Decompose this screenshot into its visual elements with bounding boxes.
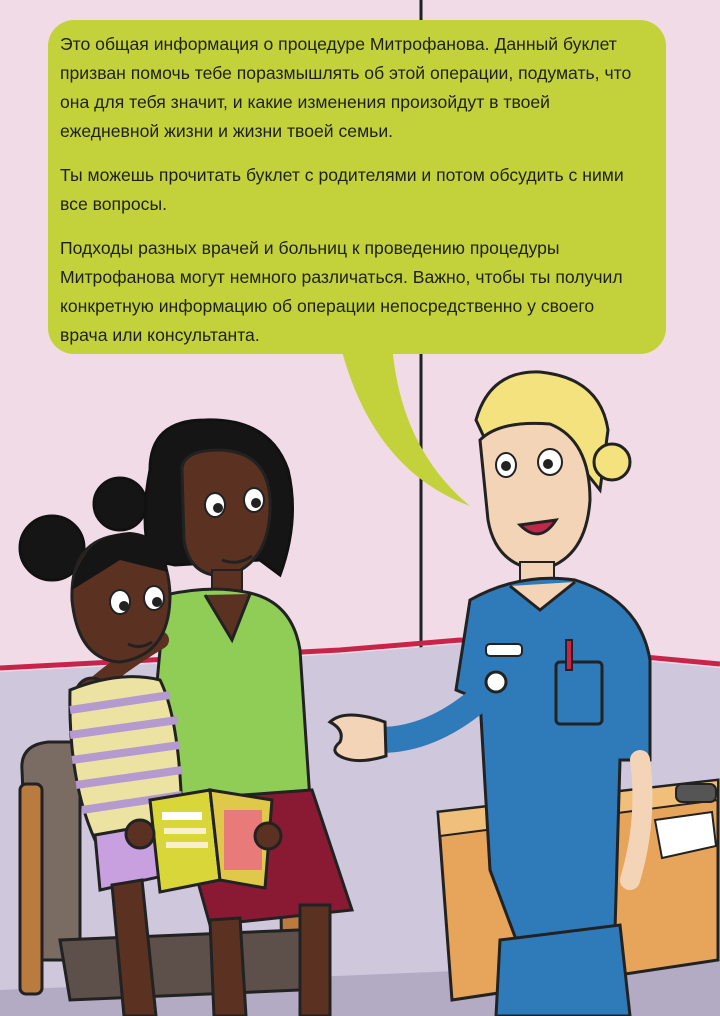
name-badge	[486, 644, 522, 656]
girl-hand	[126, 820, 154, 848]
bubble-paragraph-1: Это общая информация о процедуре Митрофанова. Данный буклет призван помочь тебе поразмышлять об этой операции, подумать, что она для тебя значит, и какие изменения произойдут в твоей ежедневной жизни и жизни твоей семьи.	[60, 34, 632, 141]
desk-phone	[676, 784, 716, 802]
fob-watch	[486, 672, 506, 692]
pen	[566, 640, 572, 670]
hair-bun	[594, 444, 630, 480]
mother-hand	[255, 823, 281, 849]
bubble-paragraph-3: Подходы разных врачей и больниц к проведению процедуры Митрофанова могут немного различаться. Важно, чтобы ты получил конкретную информацию об операции непосредственно у своего врача или консультанта.	[60, 238, 623, 345]
bubble-paragraph-2: Ты можешь прочитать буклет с родителями и потом обсудить с ними все вопросы.	[60, 165, 624, 214]
chest-pocket	[556, 662, 602, 724]
speech-bubble	[48, 20, 666, 354]
